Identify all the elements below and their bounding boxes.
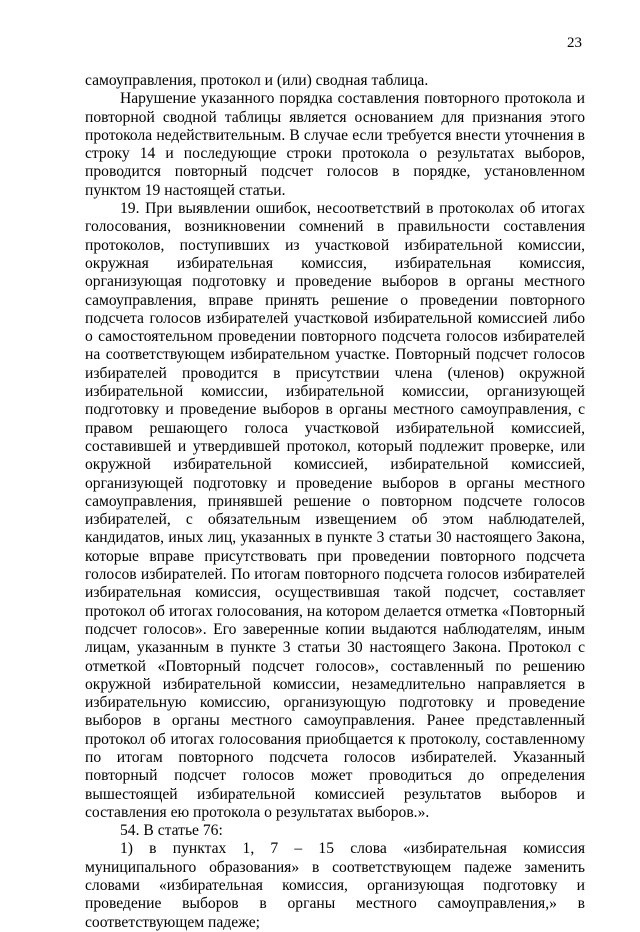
paragraph-article-76-item-1: 1) в пунктах 1, 7 – 15 слова «избирательная комиссия муниципального образования» в соответствующем падеже заменить словами «избирательная комиссия, организующая подготовку и проведение выборов в органы местного самоуправления,» в соответствующем падеже;: [85, 840, 585, 931]
document-body: [85, 72, 585, 932]
paragraph-continuation: самоуправления, протокол и (или) сводная таблица.: [85, 72, 429, 89]
paragraph-article-76-heading: 54. В статье 76:: [120, 822, 223, 840]
paragraph-item-19-recount: 19. При выявлении ошибок, несоответствий в протоколах об итогах голосования, возникновении сомнений в правильности составления протоколов, поступивших из участковой избирательной комиссии, окружная избирательная комиссия, избирательная комиссия, организующая подготовку и проведение выборов в органы местного самоуправления, вправе принять решение о проведении повторного подсчета голосов избирателей участковой избирательной комиссией либо о самостоятельном проведении повторного подсчета голосов избирателей на соответствующем избирательном участке. Повторный подсчет голосов избирателей проводится в присутствии члена (членов) окружной избирательной комиссии, избирательной комиссии, организующей подготовку и проведение выборов в органы местного самоуправления, с правом решающего голоса участковой избирательной комиссией, составившей и утвердившей протокол, который подлежит проверке, или окружной избирательной комиссией, избирательной комиссией, организующей подготовку и проведение выборов в органы местного самоуправления, принявшей решение о повторном подсчете голосов избирателей, с обязательным извещением об этом наблюдателей, кандидатов, иных лиц, указанных в пункте 3 статьи 30 настоящего Закона, которые вправе присутствовать при проведении повторного подсчета голосов избирателей. По итогам повторного подсчета голосов избирателей избирательная комиссия, осуществившая такой подсчет, составляет протокол об итогах голосования, на котором делается отметка «Повторный подсчет голосов». Его заверенные копии выдаются наблюдателям, иным лицам, указанным в пункте 3 статьи 30 настоящего Закона. Протокол с отметкой «Повторный подсчет голосов», составленный по решению окружной избирательной комиссии, незамедлительно направляется в избирательную комиссию, организующую подготовку и проведение выборов в органы местного самоуправления. Ранее представленный протокол об итогах голосования приобщается к протоколу, составленному по итогам повторного подсчета голосов избирателей. Указанный повторный подсчет голосов может проводиться до определения вышестоящей избирательной комиссией результатов выборов и составления ею протокола о результатах выборов.».: [85, 200, 585, 821]
paragraph-protocol-invalidity: Нарушение указанного порядка составления повторного протокола и повторной сводной таблицы является основанием для признания этого протокола недействительным. В случае если требуется внести уточнения в строку 14 и последующие строки протокола о результатах выборов, проводится повторный подсчет голосов в порядке, установленном пунктом 19 настоящей статьи.: [85, 90, 585, 199]
page-number: 23: [567, 35, 582, 51]
